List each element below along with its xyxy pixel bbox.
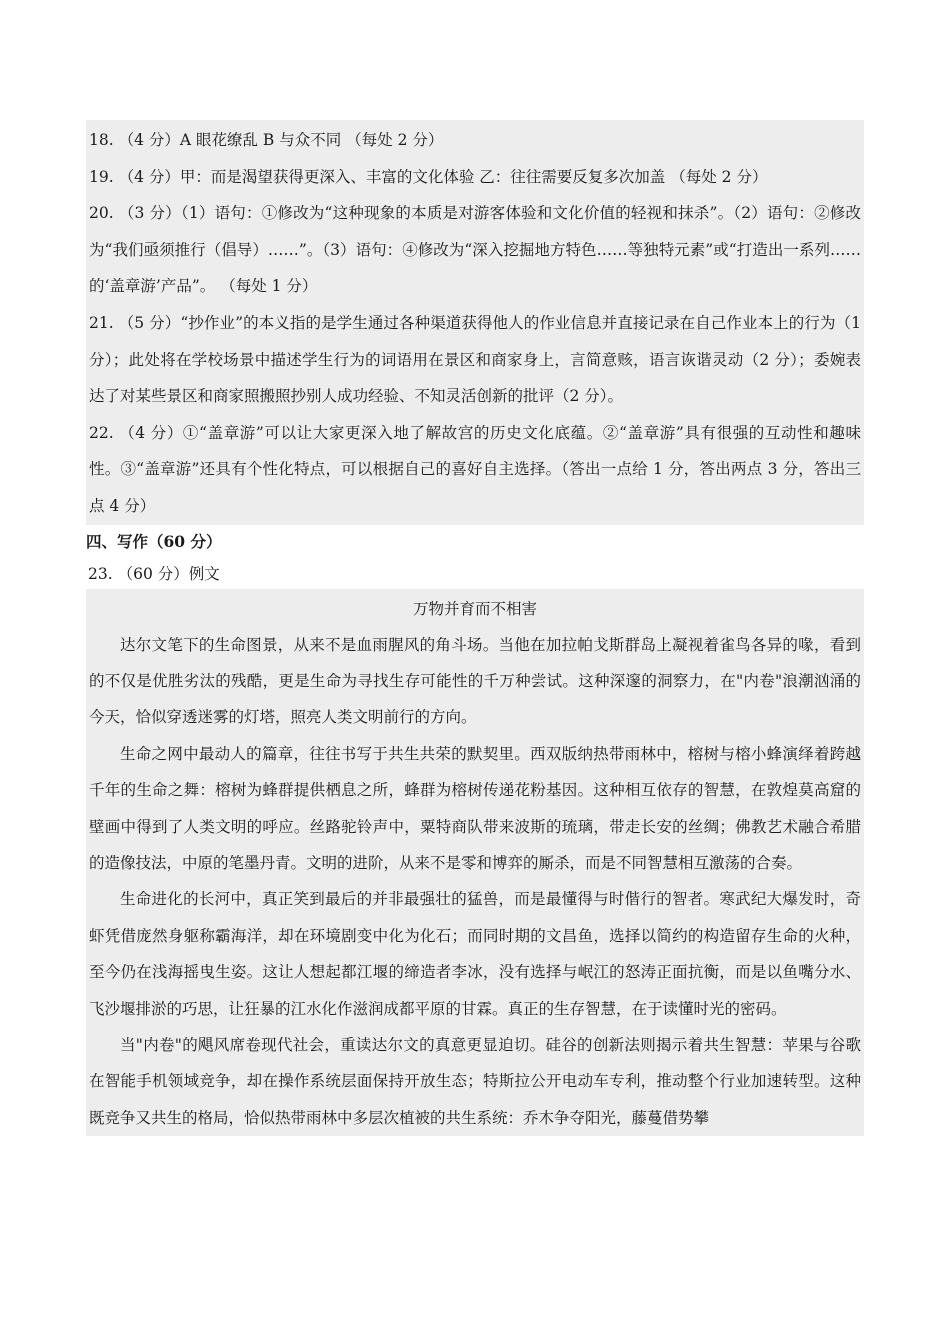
essay-paragraph: 当"内卷"的飓风席卷现代社会，重读达尔文的真意更显迫切。硅谷的创新法则揭示着共生智慧：苹果与谷歌在智能手机领域竞争，却在操作系统层面保持开放生态；特斯拉公开电动车专利，推动整个行业加速转型。这种既竞争又共生的格局，恰似热带雨林中多层次植被的共生系统：乔木争夺阳光，藤蔓借势攀 [89, 1036, 861, 1127]
essay-title: 万物并育而不相害 [412, 599, 537, 618]
section-heading-writing: 四、写作（60 分） [86, 531, 222, 551]
answer-q19: 19. （4 分）甲：而是渴望获得更深入、丰富的文化体验 乙：往往需要反复多次加盖 （每处 2 分） [89, 167, 768, 186]
essay-paragraph: 达尔文笔下的生命图景，从来不是血雨腥风的角斗场。当他在加拉帕戈斯群岛上凝视着雀鸟各异的喙，看到的不仅是优胜劣汰的残酷，更是生命为寻找生存可能性的千万种尝试。这种深邃的洞察力，在"内卷"浪潮汹涌的今天，恰似穿透迷雾的灯塔，照亮人类文明前行的方向。 [89, 635, 861, 727]
essay-paragraph: 生命进化的长河中，真正笑到最后的并非最强壮的猛兽，而是最懂得与时偕行的智者。寒武纪大爆发时，奇虾凭借庞然身躯称霸海洋，却在环境剧变中化为化石；而同时期的文昌鱼，选择以简约的构造留存生命的火种，至今仍在浅海摇曳生姿。这让人想起都江堰的缔造者李冰，没有选择与岷江的怒涛正面抗衡，而是以鱼嘴分水、飞沙堰排淤的巧思，让狂暴的江水化作滋润成都平原的甘霖。真正的生存智慧，在于读懂时光的密码。 [89, 890, 861, 1018]
answer-q21: 21. （5 分）“抄作业”的本义指的是学生通过各种渠道获得他人的作业信息并直接记录在自己作业本上的行为（1 分）；此处将在学校场景中描述学生行为的词语用在景区和商家身上，言简意赅，语言诙谐灵动（2 分）；委婉表达了对某些景区和商家照搬照抄别人成功经验、不知灵活创新的批评（2 分）。 [89, 313, 861, 406]
answer-section [86, 120, 864, 525]
essay-paragraph: 生命之网中最动人的篇章，往往书写于共生共荣的默契里。西双版纳热带雨林中，榕树与榕小蜂演绎着跨越千年的生命之舞：榕树为蜂群提供栖息之所，蜂群为榕树传递花粉基因。这种相互依存的智慧，在敦煌莫高窟的壁画中得到了人类文明的呼应。丝路驼铃声中，粟特商队带来波斯的琉璃，带走长安的丝绸；佛教艺术融合希腊的造像技法，中原的笔墨丹青。文明的进阶，从来不是零和博弈的厮杀，而是不同智慧相互激荡的合奏。 [89, 744, 861, 872]
answer-q18: 18. （4 分）A 眼花缭乱 B 与众不同 （每处 2 分） [89, 131, 444, 149]
document-page [86, 120, 864, 1136]
answer-q22: 22. （4 分）①“盖章游”可以让大家更深入地了解故宫的历史文化底蕴。②“盖章游”具有很强的互动性和趣味性。③“盖章游”还具有个性化特点，可以根据自己的喜好自主选择。（答出一点给 1 分，答出两点 3 分，答出三点 4 分） [89, 423, 861, 515]
question-23-label: 23. （60 分）例文 [88, 564, 220, 583]
answer-q20: 20. （3 分）（1）语句：①修改为“这种现象的本质是对游客体验和文化价值的轻视和抹杀”。（2）语句：②修改为“我们亟须推行（倡导）……”。（3）语句：④修改为“深入挖掘地方特色……等独特元素”或“打造出一系列……的‘盖章游’产品”。 （每处 1 分） [89, 204, 861, 296]
sample-essay [86, 589, 864, 1137]
